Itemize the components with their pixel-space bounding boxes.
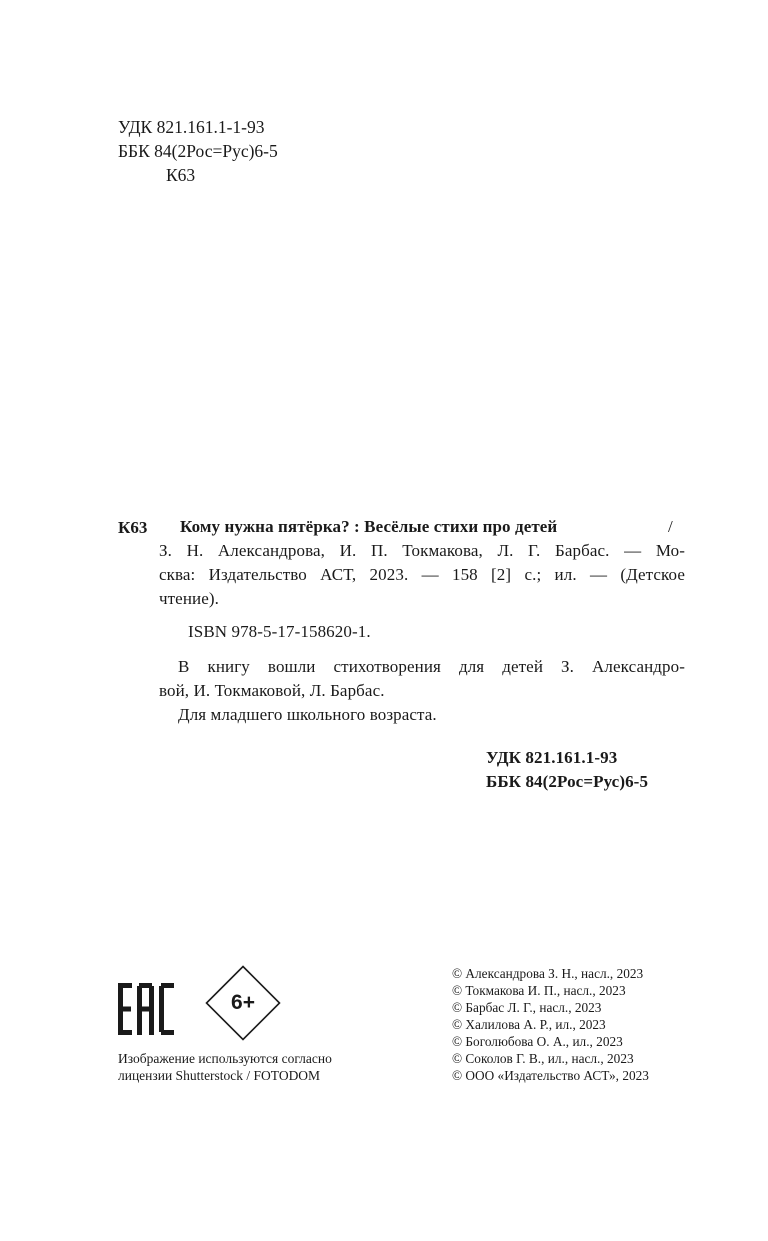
- image-credit-line-2: лицензии Shutterstock / FOTODOM: [118, 1068, 321, 1083]
- audience: Для младшего школьного возраста.: [178, 705, 437, 724]
- age-rating-badge: [205, 965, 281, 1041]
- udk-code-bottom: УДК 821.161.1-93: [486, 748, 618, 767]
- entry-line-publisher: сква: Издательство АСТ, 2023. — 158 [2] с.; ил. — (Детское: [159, 565, 685, 584]
- author-mark-top: К63: [166, 165, 196, 185]
- copyright-line: © Халилова А. Р., ил., 2023: [452, 1017, 606, 1032]
- copyright-list: [452, 965, 649, 1084]
- copyright-line: © Александрова З. Н., насл., 2023: [452, 966, 644, 981]
- copyright-line: © Боголюбова О. А., ил., 2023: [452, 1034, 623, 1049]
- copyright-line: © Соколов Г. В., ил., насл., 2023: [452, 1051, 634, 1066]
- author-mark: К63: [118, 518, 148, 537]
- bbk-code-bottom: ББК 84(2Рос=Рус)6-5: [486, 772, 649, 791]
- copyright-line: © ООО «Издательство АСТ», 2023: [452, 1068, 649, 1083]
- udk-code-top: УДК 821.161.1-1-93: [118, 117, 265, 137]
- book-title: Кому нужна пятёрка? : Весёлые стихи про детей: [180, 517, 558, 536]
- copyright-line: © Барбас Л. Г., насл., 2023: [452, 1000, 602, 1015]
- abstract-line-2: вой, И. Токмаковой, Л. Барбас.: [159, 681, 385, 700]
- isbn: ISBN 978-5-17-158620-1.: [188, 622, 371, 641]
- copyright-line: © Токмакова И. П., насл., 2023: [452, 983, 626, 998]
- entry-line-series: чтение).: [159, 589, 219, 608]
- age-rating-text: 6+: [231, 991, 255, 1014]
- title-separator: /: [668, 517, 673, 536]
- eac-logo: [118, 983, 174, 1035]
- image-credit-line-1: Изображение используются согласно: [118, 1051, 332, 1066]
- bbk-code-top: ББК 84(2Рос=Рус)6-5: [118, 141, 278, 161]
- entry-line-authors: З. Н. Александрова, И. П. Токмакова, Л. Г. Барбас. — Мо-: [159, 541, 685, 560]
- abstract-line-1: В книгу вошли стихотворения для детей З. Александро-: [178, 657, 685, 676]
